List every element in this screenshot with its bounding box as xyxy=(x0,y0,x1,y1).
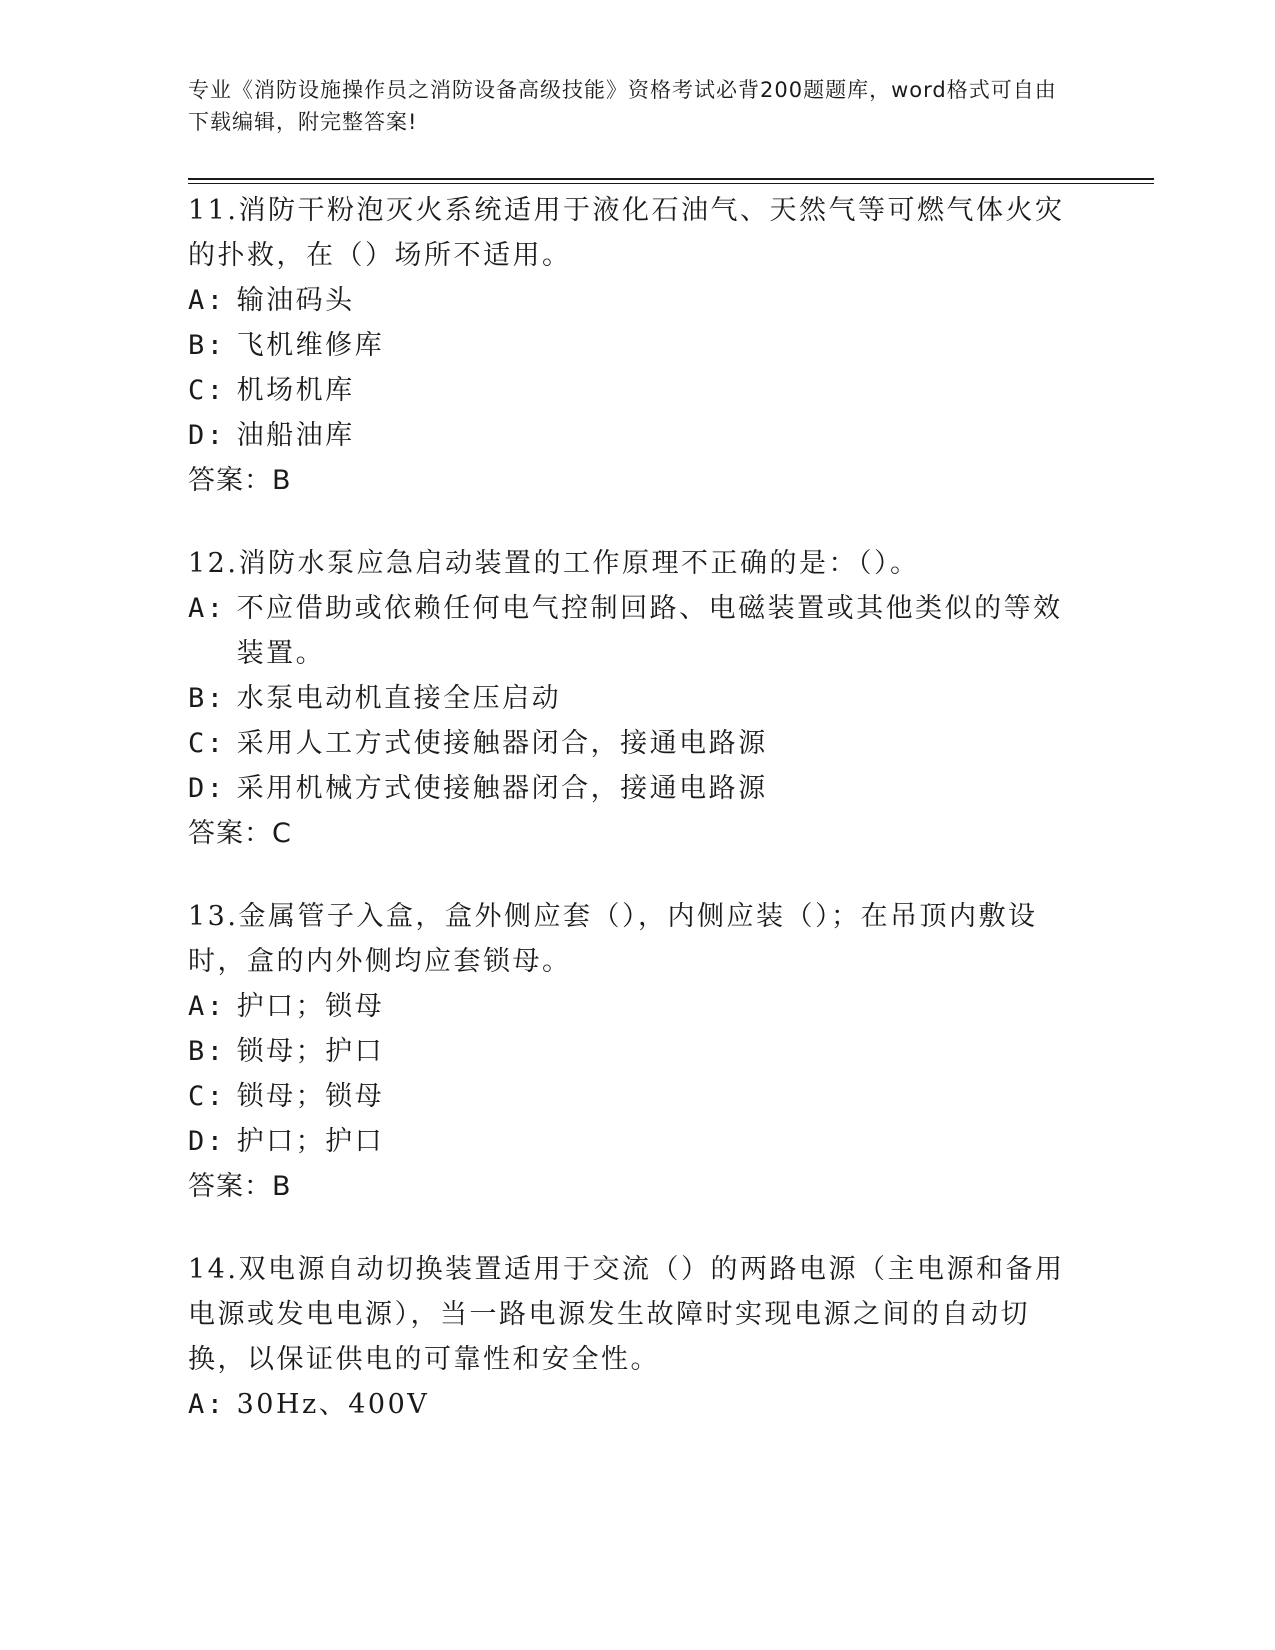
option-key: B: xyxy=(188,683,226,714)
option-key: C: xyxy=(188,728,226,759)
option-key: A: xyxy=(188,285,226,316)
option-spacer xyxy=(226,1382,237,1427)
option-key: B: xyxy=(188,1036,226,1067)
option-key: B: xyxy=(188,330,226,361)
option-d xyxy=(188,413,1088,458)
option-text: 锁母；锁母 xyxy=(236,1081,385,1112)
option-spacer xyxy=(226,1074,237,1119)
question-stem: 11.消防干粉泡灭火系统适用于液化石油气、天然气等可燃气体火灾的扑救，在（）场所不适用。 xyxy=(188,195,1065,271)
option-spacer xyxy=(226,368,237,413)
option-text: 油船油库 xyxy=(236,420,355,451)
question-13 xyxy=(188,894,1088,1209)
option-spacer xyxy=(226,413,237,458)
option-spacer xyxy=(226,278,237,323)
question-11 xyxy=(188,188,1088,503)
option-a xyxy=(188,586,1088,676)
option-text: 护口；锁母 xyxy=(236,991,385,1022)
option-a xyxy=(188,278,1088,323)
option-key: A: xyxy=(188,1389,226,1420)
option-key: C: xyxy=(188,375,226,406)
option-text: 飞机维修库 xyxy=(236,330,385,361)
header-divider-thin xyxy=(188,183,1154,184)
option-b xyxy=(188,323,1088,368)
option-d xyxy=(188,1119,1088,1164)
option-c xyxy=(188,1074,1088,1119)
option-spacer xyxy=(226,323,237,368)
option-spacer xyxy=(226,676,237,721)
option-spacer xyxy=(226,1029,237,1074)
question-14 xyxy=(188,1247,1088,1427)
option-spacer xyxy=(226,766,237,811)
option-spacer xyxy=(226,1119,237,1164)
option-d xyxy=(188,766,1088,811)
option-a xyxy=(188,1382,1088,1427)
answer: 答案：B xyxy=(188,1171,292,1202)
option-text: 不应借助或依赖任何电气控制回路、电磁装置或其他类似的等效装置。 xyxy=(236,593,1063,669)
option-c xyxy=(188,721,1088,766)
option-c xyxy=(188,368,1088,413)
option-text: 水泵电动机直接全压启动 xyxy=(236,683,562,714)
option-a xyxy=(188,984,1088,1029)
header-divider xyxy=(188,178,1154,180)
option-key: D: xyxy=(188,773,226,804)
option-key: A: xyxy=(188,593,226,624)
option-key: C: xyxy=(188,1081,226,1112)
option-text: 机场机库 xyxy=(236,375,355,406)
question-stem: 13.金属管子入盒，盒外侧应套（），内侧应装（）；在吊顶内敷设时，盒的内外侧均应套锁母。 xyxy=(188,901,1038,977)
question-stem: 14.双电源自动切换装置适用于交流（）的两路电源（主电源和备用电源或发电电源），当一路电源发生故障时实现电源之间的自动切换，以保证供电的可靠性和安全性。 xyxy=(188,1254,1065,1375)
question-list xyxy=(188,188,1088,1465)
option-text: 锁母；护口 xyxy=(236,1036,385,1067)
option-text: 30Hz、400V xyxy=(236,1389,430,1420)
option-spacer xyxy=(226,721,237,766)
option-key: D: xyxy=(188,1126,226,1157)
option-b xyxy=(188,1029,1088,1074)
answer: 答案：C xyxy=(188,818,292,849)
option-text: 采用机械方式使接触器闭合，接通电路源 xyxy=(236,773,768,804)
option-text: 输油码头 xyxy=(236,285,355,316)
option-spacer xyxy=(226,586,237,676)
question-12 xyxy=(188,541,1088,856)
option-text: 护口；护口 xyxy=(236,1126,385,1157)
option-b xyxy=(188,676,1088,721)
option-text: 采用人工方式使接触器闭合，接通电路源 xyxy=(236,728,768,759)
option-spacer xyxy=(226,984,237,1029)
question-stem: 12.消防水泵应急启动装置的工作原理不正确的是：（）。 xyxy=(188,548,920,579)
option-key: A: xyxy=(188,991,226,1022)
option-key: D: xyxy=(188,420,226,451)
header-note: 专业《消防设施操作员之消防设备高级技能》资格考试必背200题题库，word格式可自由下载编辑，附完整答案! xyxy=(188,78,1057,134)
answer: 答案：B xyxy=(188,465,292,496)
